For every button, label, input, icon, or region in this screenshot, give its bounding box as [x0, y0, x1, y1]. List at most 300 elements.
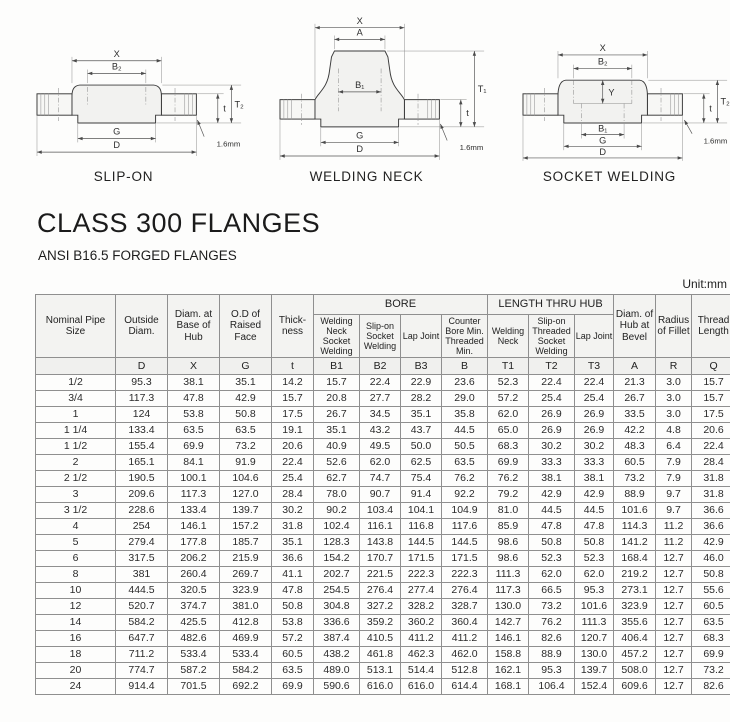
dim-value-cell: 462.0	[442, 647, 488, 663]
dim-value-cell: 52.3	[488, 375, 529, 391]
dim-value-cell: 92.2	[442, 487, 488, 503]
dim-value-cell: 411.2	[401, 631, 442, 647]
flange-diagrams	[0, 0, 730, 184]
dim-value-cell: 462.3	[401, 647, 442, 663]
dim-value-cell: 104.6	[220, 471, 272, 487]
dim-value-cell: 533.4	[220, 647, 272, 663]
dim-value-cell: 614.4	[442, 679, 488, 695]
welding-neck-diagram	[245, 8, 488, 184]
dim-value-cell: 260.4	[168, 567, 220, 583]
pipe-size-cell: 2 1/2	[36, 471, 116, 487]
dim-value-cell: 22.4	[575, 375, 614, 391]
header-thread-length: Thread Length	[692, 295, 730, 358]
dim-value-cell: 35.1	[401, 407, 442, 423]
dim-value-cell: 42.9	[220, 391, 272, 407]
dim-value-cell: 17.5	[692, 407, 730, 423]
header-radius-fillet: Radius of Fillet	[656, 295, 692, 358]
dim-value-cell: 52.6	[314, 455, 360, 471]
header-nominal-pipe-size: Nominal Pipe Size	[36, 295, 116, 358]
dim-label-t: t	[466, 108, 469, 119]
dim-value-cell: 12.7	[656, 647, 692, 663]
dim-value-cell: 47.8	[575, 519, 614, 535]
welding-neck-caption: WELDING NECK	[309, 169, 424, 184]
header-group-row	[36, 295, 730, 315]
dim-value-cell: 53.8	[168, 407, 220, 423]
dim-value-cell: 95.3	[575, 583, 614, 599]
dim-value-cell: 57.2	[272, 631, 314, 647]
pipe-size-cell: 16	[36, 631, 116, 647]
dim-label-x: X	[113, 48, 120, 59]
dim-value-cell: 374.7	[168, 599, 220, 615]
letter-cell: X	[168, 358, 220, 375]
dim-value-cell: 444.5	[116, 583, 168, 599]
pipe-size-cell: 20	[36, 663, 116, 679]
dim-value-cell: 130.0	[488, 599, 529, 615]
table-row	[36, 503, 730, 519]
letter-cell: Q	[692, 358, 730, 375]
dim-value-cell: 35.1	[314, 423, 360, 439]
pipe-size-cell: 24	[36, 679, 116, 695]
dim-value-cell: 66.5	[529, 583, 575, 599]
letter-cell: T2	[529, 358, 575, 375]
dim-value-cell: 111.3	[488, 567, 529, 583]
dim-value-cell: 142.7	[488, 615, 529, 631]
dim-value-cell: 88.9	[614, 487, 656, 503]
dim-value-cell: 616.0	[401, 679, 442, 695]
dim-value-cell: 76.2	[442, 471, 488, 487]
dim-value-cell: 82.6	[529, 631, 575, 647]
dim-value-cell: 489.0	[314, 663, 360, 679]
pipe-size-cell: 1 1/2	[36, 439, 116, 455]
header-outside-diam: Outside Diam.	[116, 295, 168, 358]
dim-value-cell: 22.4	[360, 375, 401, 391]
dim-value-cell: 139.7	[220, 503, 272, 519]
dim-value-cell: 63.5	[220, 423, 272, 439]
dim-value-cell: 62.0	[360, 455, 401, 471]
dim-value-cell: 31.8	[692, 471, 730, 487]
dim-value-cell: 26.7	[614, 391, 656, 407]
flange-dimensions-table	[35, 294, 730, 695]
table-body	[36, 375, 730, 695]
dim-value-cell: 47.8	[529, 519, 575, 535]
dim-value-cell: 117.3	[168, 487, 220, 503]
table-row	[36, 679, 730, 695]
dim-value-cell: 98.6	[488, 535, 529, 551]
dim-value-cell: 11.2	[656, 519, 692, 535]
header-hub-welding-neck: Welding Neck	[488, 315, 529, 358]
dim-value-cell: 43.2	[360, 423, 401, 439]
slip-on-drawing	[2, 8, 245, 166]
dim-value-cell: 120.7	[575, 631, 614, 647]
pipe-size-cell: 12	[36, 599, 116, 615]
dim-value-cell: 33.5	[614, 407, 656, 423]
letter-cell: B1	[314, 358, 360, 375]
header-hub-lap-joint: Lap Joint	[575, 315, 614, 358]
dim-value-cell: 22.4	[529, 375, 575, 391]
dim-value-cell: 590.6	[314, 679, 360, 695]
dim-value-cell: 254.5	[314, 583, 360, 599]
dim-value-cell: 587.2	[168, 663, 220, 679]
dim-value-cell: 9.7	[656, 487, 692, 503]
dim-value-cell: 12.7	[656, 663, 692, 679]
dim-value-cell: 158.8	[488, 647, 529, 663]
dim-value-cell: 168.1	[488, 679, 529, 695]
page-subtitle: ANSI B16.5 FORGED FLANGES	[38, 248, 237, 263]
dim-value-cell: 15.7	[692, 375, 730, 391]
dim-label-g: G	[599, 135, 607, 146]
dim-value-cell: 76.2	[529, 615, 575, 631]
dim-value-cell: 47.8	[168, 391, 220, 407]
dim-value-cell: 317.5	[116, 551, 168, 567]
dim-value-cell: 209.6	[116, 487, 168, 503]
dim-value-cell: 26.9	[529, 423, 575, 439]
dim-label-t1: T₁	[477, 83, 487, 94]
dim-value-cell: 144.5	[401, 535, 442, 551]
dim-value-cell: 512.8	[442, 663, 488, 679]
dim-label-b1: B₁	[598, 123, 608, 134]
dim-value-cell: 35.8	[442, 407, 488, 423]
table-row	[36, 647, 730, 663]
dim-value-cell: 90.7	[360, 487, 401, 503]
table-header	[36, 295, 730, 375]
dim-value-cell: 165.1	[116, 455, 168, 471]
letter-cell: B2	[360, 358, 401, 375]
dim-value-cell: 304.8	[314, 599, 360, 615]
table-row	[36, 615, 730, 631]
dim-value-cell: 12.7	[656, 583, 692, 599]
dim-label-t: t	[709, 103, 712, 114]
dim-value-cell: 168.4	[614, 551, 656, 567]
dim-value-cell: 62.5	[401, 455, 442, 471]
dim-value-cell: 68.3	[488, 439, 529, 455]
pipe-size-cell: 6	[36, 551, 116, 567]
dim-value-cell: 202.7	[314, 567, 360, 583]
dim-value-cell: 3.0	[656, 407, 692, 423]
dim-value-cell: 171.5	[442, 551, 488, 567]
dim-value-cell: 25.4	[575, 391, 614, 407]
dim-value-cell: 222.3	[401, 567, 442, 583]
header-diam-hub-bevel: Diam. of Hub at Bevel	[614, 295, 656, 358]
dim-value-cell: 102.4	[314, 519, 360, 535]
dim-value-cell: 22.4	[272, 455, 314, 471]
dim-value-cell: 279.4	[116, 535, 168, 551]
dim-value-cell: 49.5	[360, 439, 401, 455]
dim-value-cell: 82.6	[692, 679, 730, 695]
dim-value-cell: 177.8	[168, 535, 220, 551]
dim-value-cell: 29.0	[442, 391, 488, 407]
dim-value-cell: 101.6	[614, 503, 656, 519]
dim-value-cell: 609.6	[614, 679, 656, 695]
pipe-size-cell: 8	[36, 567, 116, 583]
dim-value-cell: 33.3	[575, 455, 614, 471]
letter-cell: A	[614, 358, 656, 375]
dim-value-cell: 19.1	[272, 423, 314, 439]
dim-value-cell: 41.1	[272, 567, 314, 583]
dim-value-cell: 4.8	[656, 423, 692, 439]
dim-label-b2: B₂	[111, 61, 122, 72]
dim-value-cell: 22.9	[401, 375, 442, 391]
dim-value-cell: 457.2	[614, 647, 656, 663]
letter-cell: t	[272, 358, 314, 375]
dim-value-cell: 171.5	[401, 551, 442, 567]
dim-value-cell: 103.4	[360, 503, 401, 519]
table-row	[36, 519, 730, 535]
socket-welding-diagram	[488, 8, 730, 184]
header-bore-lap-joint: Lap Joint	[401, 315, 442, 358]
pipe-size-cell: 3	[36, 487, 116, 503]
dim-value-cell: 26.9	[575, 423, 614, 439]
dim-value-cell: 68.3	[692, 631, 730, 647]
dim-value-cell: 60.5	[272, 647, 314, 663]
dim-value-cell: 100.1	[168, 471, 220, 487]
dim-value-cell: 323.9	[220, 583, 272, 599]
dim-value-cell: 14.2	[272, 375, 314, 391]
table-row	[36, 391, 730, 407]
dim-label-g: G	[113, 126, 121, 137]
flange-section	[37, 85, 196, 123]
dim-value-cell: 6.4	[656, 439, 692, 455]
dim-value-cell: 533.4	[168, 647, 220, 663]
dim-value-cell: 7.9	[656, 455, 692, 471]
socket-welding-drawing	[488, 8, 730, 166]
table-row	[36, 455, 730, 471]
dim-value-cell: 152.4	[575, 679, 614, 695]
dim-value-cell: 3.0	[656, 375, 692, 391]
dim-value-cell: 701.5	[168, 679, 220, 695]
dim-value-cell: 774.7	[116, 663, 168, 679]
dim-label-d: D	[356, 144, 364, 155]
dim-value-cell: 143.8	[360, 535, 401, 551]
dim-label-b1: B₁	[355, 79, 365, 90]
letter-cell: B3	[401, 358, 442, 375]
dim-value-cell: 60.5	[614, 455, 656, 471]
dim-value-cell: 141.2	[614, 535, 656, 551]
dim-label-y: Y	[608, 87, 615, 98]
dim-label-face: 1.6mm	[703, 136, 728, 146]
dim-value-cell: 12.7	[656, 679, 692, 695]
dim-value-cell: 35.1	[272, 535, 314, 551]
dim-value-cell: 228.6	[116, 503, 168, 519]
slip-on-diagram	[2, 8, 245, 184]
header-thickness: Thick-ness	[272, 295, 314, 358]
dim-value-cell: 90.2	[314, 503, 360, 519]
dim-value-cell: 692.2	[220, 679, 272, 695]
dim-value-cell: 133.4	[116, 423, 168, 439]
dim-value-cell: 21.3	[614, 375, 656, 391]
dim-value-cell: 28.4	[272, 487, 314, 503]
dim-label-t2: T₂	[234, 99, 244, 110]
dim-value-cell: 73.2	[220, 439, 272, 455]
dim-value-cell: 55.6	[692, 583, 730, 599]
dim-value-cell: 98.6	[488, 551, 529, 567]
pipe-size-cell: 14	[36, 615, 116, 631]
table-row	[36, 551, 730, 567]
dim-label-b2: B₂	[597, 56, 608, 67]
dim-value-cell: 47.8	[272, 583, 314, 599]
dim-value-cell: 711.2	[116, 647, 168, 663]
dim-value-cell: 11.2	[656, 535, 692, 551]
table-row	[36, 423, 730, 439]
dim-value-cell: 36.6	[692, 519, 730, 535]
dim-value-cell: 62.7	[314, 471, 360, 487]
dim-value-cell: 95.3	[116, 375, 168, 391]
dim-value-cell: 26.9	[529, 407, 575, 423]
dim-value-cell: 116.8	[401, 519, 442, 535]
dim-value-cell: 50.0	[401, 439, 442, 455]
pipe-size-cell: 4	[36, 519, 116, 535]
dim-value-cell: 26.7	[314, 407, 360, 423]
dim-value-cell: 130.0	[575, 647, 614, 663]
dim-value-cell: 38.1	[168, 375, 220, 391]
dim-value-cell: 15.7	[314, 375, 360, 391]
dim-value-cell: 584.2	[220, 663, 272, 679]
dim-value-cell: 360.4	[442, 615, 488, 631]
header-bore-group: BORE	[314, 295, 488, 315]
dim-value-cell: 84.1	[168, 455, 220, 471]
table-row	[36, 439, 730, 455]
dim-value-cell: 461.8	[360, 647, 401, 663]
welding-neck-drawing	[245, 8, 488, 166]
dim-value-cell: 65.0	[488, 423, 529, 439]
dim-value-cell: 15.7	[692, 391, 730, 407]
dim-value-cell: 219.2	[614, 567, 656, 583]
dim-value-cell: 277.4	[401, 583, 442, 599]
dim-value-cell: 520.7	[116, 599, 168, 615]
pipe-size-cell: 10	[36, 583, 116, 599]
dim-value-cell: 81.0	[488, 503, 529, 519]
dim-value-cell: 30.2	[272, 503, 314, 519]
dim-value-cell: 52.3	[529, 551, 575, 567]
dim-value-cell: 63.5	[272, 663, 314, 679]
dim-value-cell: 60.5	[692, 599, 730, 615]
dim-value-cell: 69.9	[692, 647, 730, 663]
dim-value-cell: 69.9	[272, 679, 314, 695]
dim-value-cell: 190.5	[116, 471, 168, 487]
dim-value-cell: 155.4	[116, 439, 168, 455]
dim-value-cell: 78.0	[314, 487, 360, 503]
dim-value-cell: 75.4	[401, 471, 442, 487]
dim-value-cell: 106.4	[529, 679, 575, 695]
dim-value-cell: 46.0	[692, 551, 730, 567]
dim-value-cell: 36.6	[692, 503, 730, 519]
dim-value-cell: 412.8	[220, 615, 272, 631]
dim-value-cell: 117.6	[442, 519, 488, 535]
dim-value-cell: 3.0	[656, 391, 692, 407]
dim-value-cell: 48.3	[614, 439, 656, 455]
table-row	[36, 407, 730, 423]
dim-value-cell: 38.1	[529, 471, 575, 487]
dim-value-cell: 438.2	[314, 647, 360, 663]
dim-value-cell: 69.9	[488, 455, 529, 471]
dim-value-cell: 25.4	[529, 391, 575, 407]
dim-value-cell: 114.3	[614, 519, 656, 535]
dim-value-cell: 26.9	[575, 407, 614, 423]
letter-cell: D	[116, 358, 168, 375]
dim-value-cell: 40.9	[314, 439, 360, 455]
dim-value-cell: 12.7	[656, 599, 692, 615]
header-hub-slip-on: Slip-on Threaded Socket Welding	[529, 315, 575, 358]
pipe-size-cell: 1	[36, 407, 116, 423]
dim-value-cell: 254	[116, 519, 168, 535]
dim-label-x: X	[599, 43, 606, 54]
dim-value-cell: 30.2	[575, 439, 614, 455]
page-title: CLASS 300 FLANGES	[37, 208, 321, 238]
dim-value-cell: 57.2	[488, 391, 529, 407]
dim-value-cell: 222.3	[442, 567, 488, 583]
dim-value-cell: 91.4	[401, 487, 442, 503]
dim-value-cell: 647.7	[116, 631, 168, 647]
table-row	[36, 567, 730, 583]
table-row	[36, 375, 730, 391]
dim-value-cell: 44.5	[529, 503, 575, 519]
dim-value-cell: 124	[116, 407, 168, 423]
dim-value-cell: 25.4	[272, 471, 314, 487]
dim-value-cell: 20.6	[692, 423, 730, 439]
table-row	[36, 535, 730, 551]
dim-value-cell: 44.5	[575, 503, 614, 519]
dim-value-cell: 20.6	[272, 439, 314, 455]
pipe-size-cell: 5	[36, 535, 116, 551]
dim-value-cell: 33.3	[529, 455, 575, 471]
dim-value-cell: 336.6	[314, 615, 360, 631]
dim-value-cell: 27.7	[360, 391, 401, 407]
header-od-raised-face: O.D of Raised Face	[220, 295, 272, 358]
slip-on-caption: SLIP-ON	[93, 169, 154, 184]
dim-value-cell: 170.7	[360, 551, 401, 567]
dim-value-cell: 133.4	[168, 503, 220, 519]
dim-value-cell: 359.2	[360, 615, 401, 631]
dim-value-cell: 328.7	[442, 599, 488, 615]
dim-value-cell: 162.1	[488, 663, 529, 679]
dim-value-cell: 381.0	[220, 599, 272, 615]
dim-value-cell: 323.9	[614, 599, 656, 615]
dim-value-cell: 12.7	[656, 631, 692, 647]
dim-label-a: A	[356, 27, 363, 38]
dim-value-cell: 62.0	[529, 567, 575, 583]
dim-value-cell: 111.3	[575, 615, 614, 631]
dim-value-cell: 91.9	[220, 455, 272, 471]
letter-cell: B	[442, 358, 488, 375]
dim-value-cell: 127.0	[220, 487, 272, 503]
dim-value-cell: 128.3	[314, 535, 360, 551]
pipe-size-cell: 1 1/4	[36, 423, 116, 439]
dim-value-cell: 52.3	[575, 551, 614, 567]
dim-value-cell: 20.8	[314, 391, 360, 407]
dim-value-cell: 34.5	[360, 407, 401, 423]
dim-value-cell: 425.5	[168, 615, 220, 631]
dim-value-cell: 79.2	[488, 487, 529, 503]
table-row	[36, 599, 730, 615]
dim-value-cell: 12.7	[656, 567, 692, 583]
dim-value-cell: 101.6	[575, 599, 614, 615]
dim-value-cell: 63.5	[168, 423, 220, 439]
table-row	[36, 583, 730, 599]
pipe-size-cell: 3/4	[36, 391, 116, 407]
pipe-size-cell: 2	[36, 455, 116, 471]
letter-cell: T3	[575, 358, 614, 375]
dim-value-cell: 50.8	[272, 599, 314, 615]
dim-value-cell: 95.3	[529, 663, 575, 679]
dim-value-cell: 9.7	[656, 503, 692, 519]
dim-value-cell: 28.2	[401, 391, 442, 407]
dim-label-t2: T₂	[720, 96, 730, 107]
dim-value-cell: 411.2	[442, 631, 488, 647]
dim-value-cell: 12.7	[656, 615, 692, 631]
dim-value-cell: 584.2	[116, 615, 168, 631]
dim-value-cell: 50.8	[692, 567, 730, 583]
pipe-size-cell: 1/2	[36, 375, 116, 391]
dim-value-cell: 12.7	[656, 551, 692, 567]
